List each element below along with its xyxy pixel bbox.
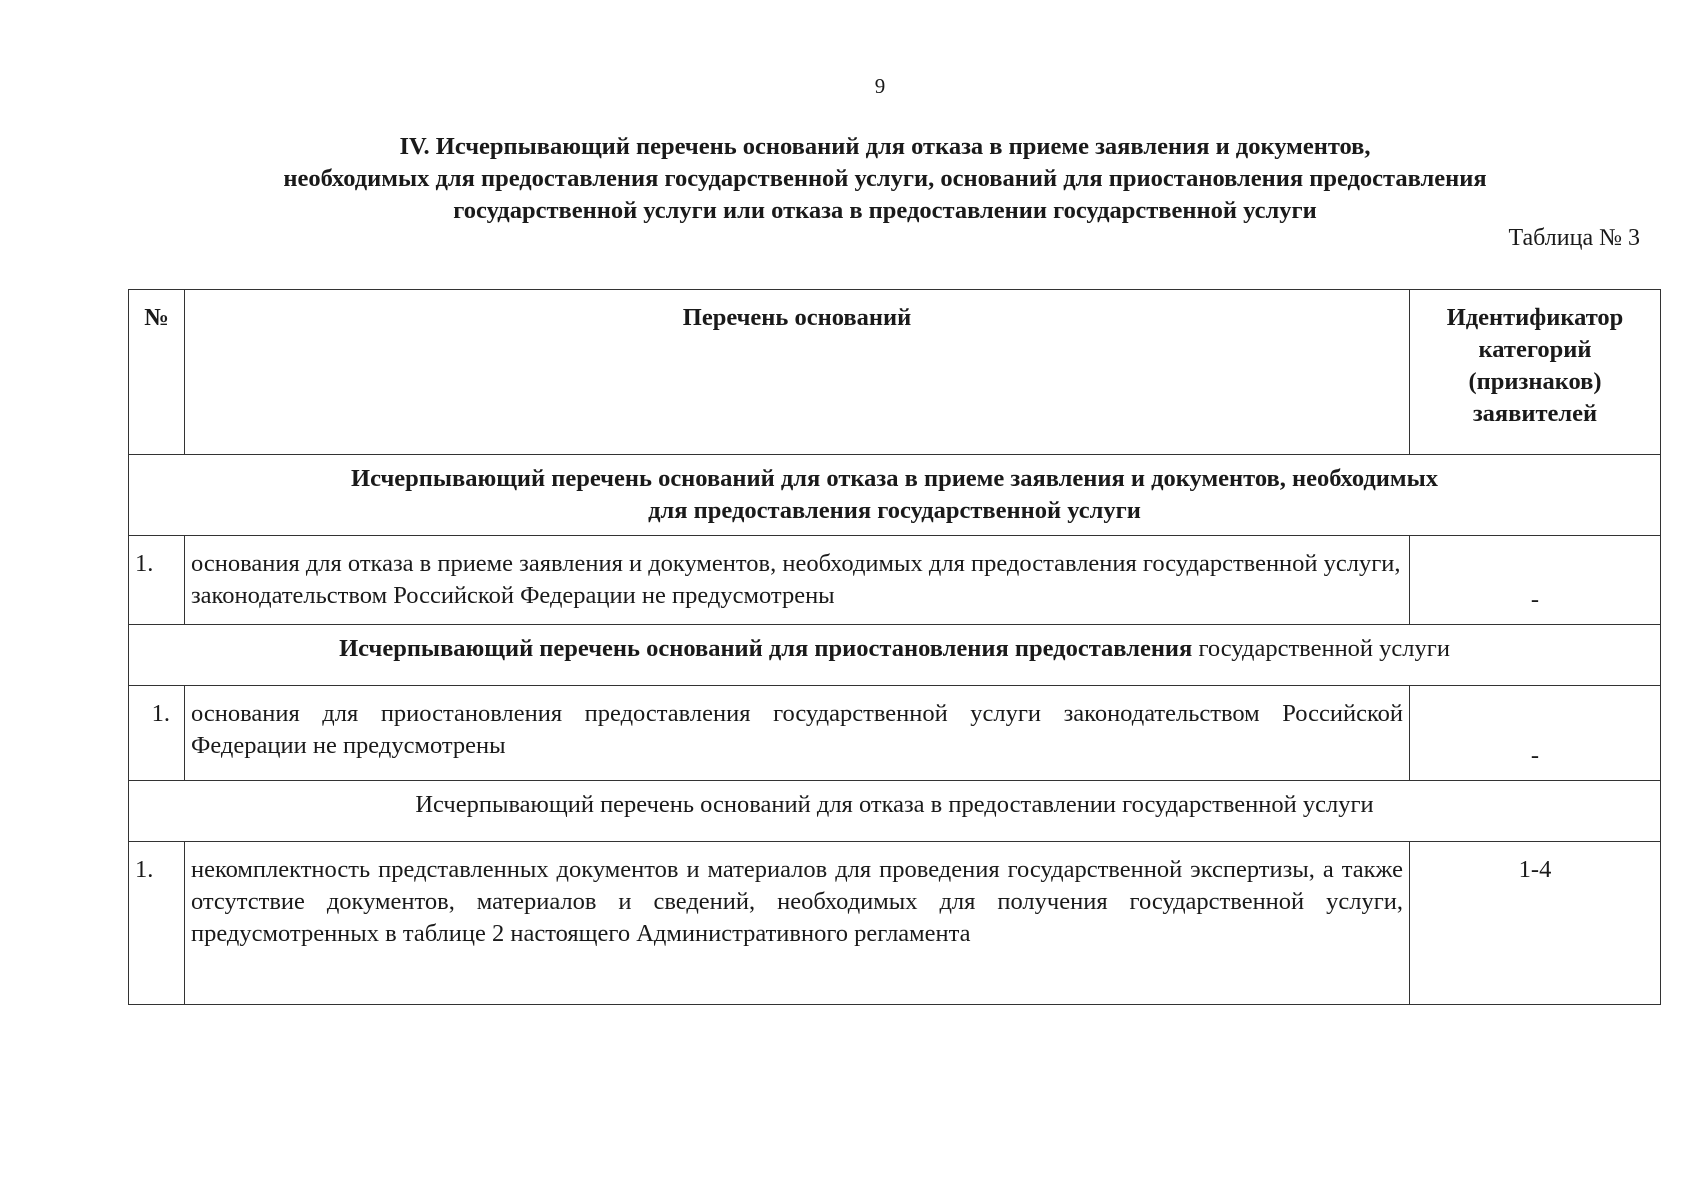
section-heading-row — [129, 625, 1661, 686]
section-heading-bold: Исчерпывающий перечень оснований для приостановления предоставления — [339, 635, 1193, 662]
section-heading-suspension — [129, 625, 1661, 686]
header-number: № — [129, 290, 185, 455]
row-ground-text: основания для приостановления предоставления государственной услуги законодательством Российской Федерации не предусмотрены — [185, 686, 1410, 781]
section-title-line: IV. Исчерпывающий перечень оснований для отказа в приеме заявления и документов, — [399, 133, 1371, 160]
row-identifier: 1-4 — [1410, 842, 1661, 1005]
page-number: 9 — [874, 74, 886, 98]
header-identifier-line: (признаков) — [1468, 368, 1602, 395]
section-heading-line: Исчерпывающий перечень оснований для отказа в приеме заявления и документов, необходимых — [351, 465, 1438, 492]
section-title — [130, 131, 1640, 227]
row-ground-text: некомплектность представленных документов и материалов для проведения государственной экспертизы, а также отсутствие документов, материалов и сведений, необходимых для получения государственной услуги, предусмотренных в таблице 2 настоящего Административного регламента — [185, 842, 1410, 1005]
row-number: 1. — [129, 842, 185, 1005]
row-identifier: - — [1410, 536, 1661, 625]
table-row — [129, 536, 1661, 625]
grounds-table — [128, 289, 1661, 1005]
table-caption: Таблица № 3 — [1508, 225, 1640, 251]
header-identifier — [1410, 290, 1661, 455]
section-heading-refusal-service: Исчерпывающий перечень оснований для отказа в предоставлении государственной услуги — [129, 781, 1661, 842]
section-title-line: государственной услуги или отказа в предоставлении государственной услуги — [453, 197, 1317, 224]
section-heading-line: для предоставления государственной услуги — [648, 497, 1141, 524]
row-identifier: - — [1410, 686, 1661, 781]
row-number: 1. — [129, 686, 185, 781]
header-identifier-line: Идентификатор — [1446, 304, 1624, 331]
table-row — [129, 842, 1661, 1005]
table-header-row — [129, 290, 1661, 455]
section-heading-row — [129, 781, 1661, 842]
section-heading-regular: государственной услуги — [1192, 635, 1450, 662]
section-heading-row — [129, 455, 1661, 536]
table-row — [129, 686, 1661, 781]
row-number: 1. — [129, 536, 185, 625]
header-identifier-line: категорий — [1478, 336, 1592, 363]
section-title-line: необходимых для предоставления государственной услуги, оснований для приостановления предоставления — [283, 165, 1487, 192]
header-grounds: Перечень оснований — [185, 290, 1410, 455]
section-heading-refusal-acceptance — [129, 455, 1661, 536]
row-ground-text: основания для отказа в приеме заявления и документов, необходимых для предоставления государственной услуги, законодательством Российской Федерации не предусмотрены — [185, 536, 1410, 625]
header-identifier-line: заявителей — [1472, 400, 1598, 427]
